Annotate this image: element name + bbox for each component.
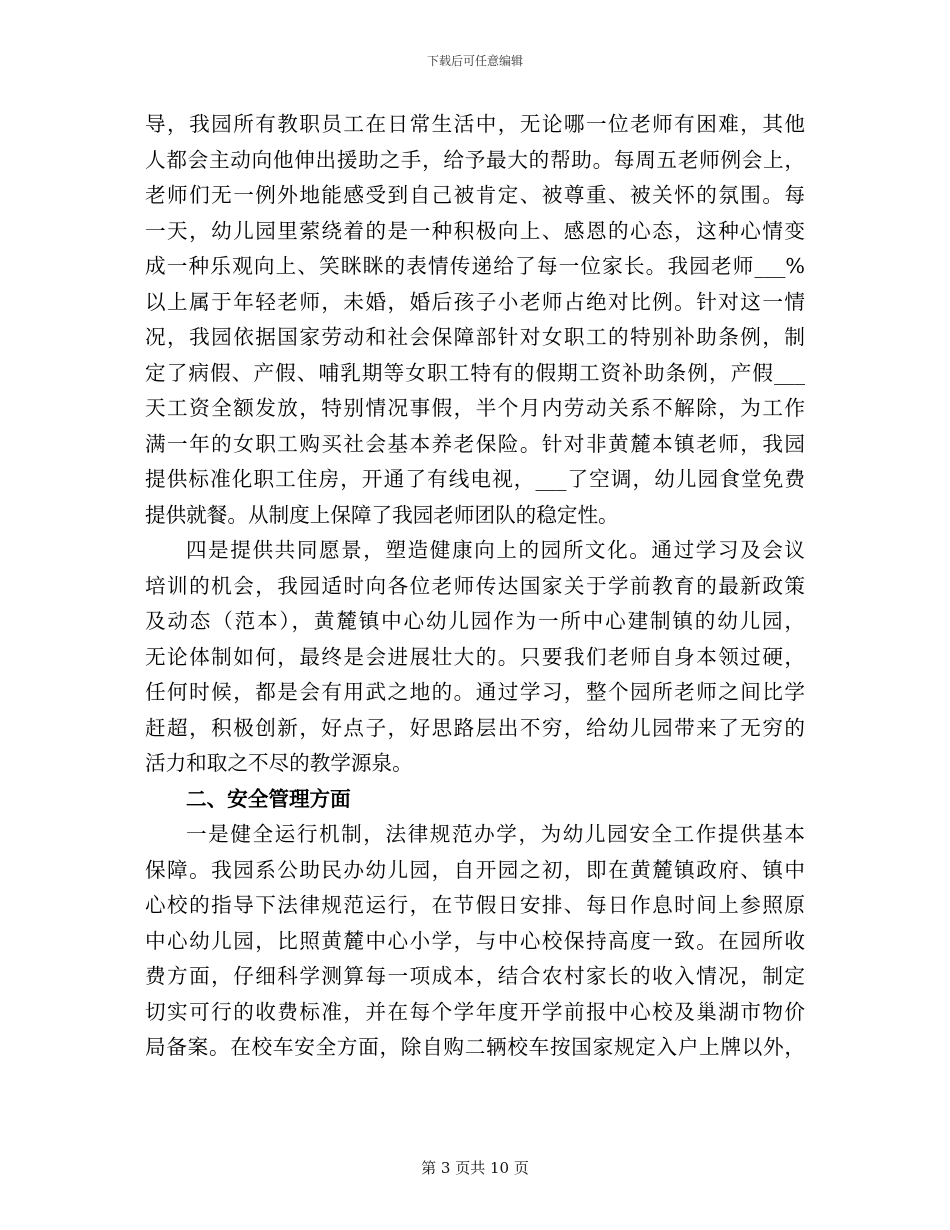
text-line: 赶超，积极创新，好点子，好思路层出不穷，给幼儿园带来了无穷的 [145,715,805,740]
text-line: 天工资全额发放，特别情况事假，半个月内劳动关系不解除，为工作 [145,396,805,420]
text-line: 老师们无一例外地能感受到自己被肯定、被尊重、被关怀的氛围。每 [145,183,805,207]
text-line: 费方面，仔细科学测算每一项成本，结合农村家长的收入情况，制定 [145,964,805,988]
text-line: 导，我园所有教职员工在日常生活中，无论哪一位老师有困难，其他 [145,112,805,136]
text-line: 人都会主动向他伸出援助之手，给予最大的帮助。每周五老师例会上， [145,147,805,172]
text-line: 局备案。在校车安全方面，除自购二辆校车按国家规定入户上牌以外， [145,1035,805,1059]
text-line: 切实可行的收费标准，并在每个学年度开学前报中心校及巢湖市物价 [145,999,805,1024]
text-line: 及动态（范本），黄麓镇中心幼儿园作为一所中心建制镇的幼儿园， [145,609,805,633]
text-line: 以上属于年轻老师，未婚，婚后孩子小老师占绝对比例。针对这一情 [145,289,805,314]
page-footer: 第 3 页共 10 页 [421,1159,529,1177]
text-line: 满一年的女职工购买社会基本养老保险。针对非黄麓本镇老师，我园 [145,431,805,456]
text-line: 定了病假、产假、哺乳期等女职工特有的假期工资补助条例，产假___ [145,360,805,385]
text-line: 任何时候，都是会有用武之地的。通过学习，整个园所老师之间比学 [145,680,805,704]
text-line: 四是提供共同愿景，塑造健康向上的园所文化。通过学习及会议 [186,538,805,562]
text-line: 一是健全运行机制，法律规范办学，为幼儿园安全工作提供基本 [186,822,805,846]
text-line: 活力和取之不尽的教学源泉。 [145,751,413,775]
text-line: 无论体制如何，最终是会进展壮大的。只要我们老师自身本领过硬， [145,644,805,669]
text-line: 况，我园依据国家劳动和社会保障部针对女职工的特别补助条例，制 [145,325,805,349]
text-line: 保障。我园系公助民办幼儿园，自开园之初，即在黄麓镇政府、镇中 [145,857,805,882]
text-line: 中心幼儿园，比照黄麓中心小学，与中心校保持高度一致。在园所收 [145,928,805,953]
text-line: 提供标准化职工住房，开通了有线电视，___了空调，幼儿园食堂免费 [145,467,805,491]
text-line: 心校的指导下法律规范运行，在节假日安排、每日作息时间上参照原 [145,893,805,917]
text-line: 一天，幼儿园里萦绕着的是一种积极向上、感恩的心态，这种心情变 [145,218,805,243]
document-body [145,107,805,1066]
section-heading: 二、安全管理方面 [186,786,351,811]
text-line: 成一种乐观向上、笑眯眯的表情传递给了每一位家长。我园老师___% [145,254,805,278]
page-header: 下载后可任意编辑 [426,54,523,68]
text-line: 提供就餐。从制度上保障了我园老师团队的稳定性。 [145,502,619,527]
text-line: 培训的机会，我园适时向各位老师传达国家关于学前教育的最新政策 [145,573,805,598]
